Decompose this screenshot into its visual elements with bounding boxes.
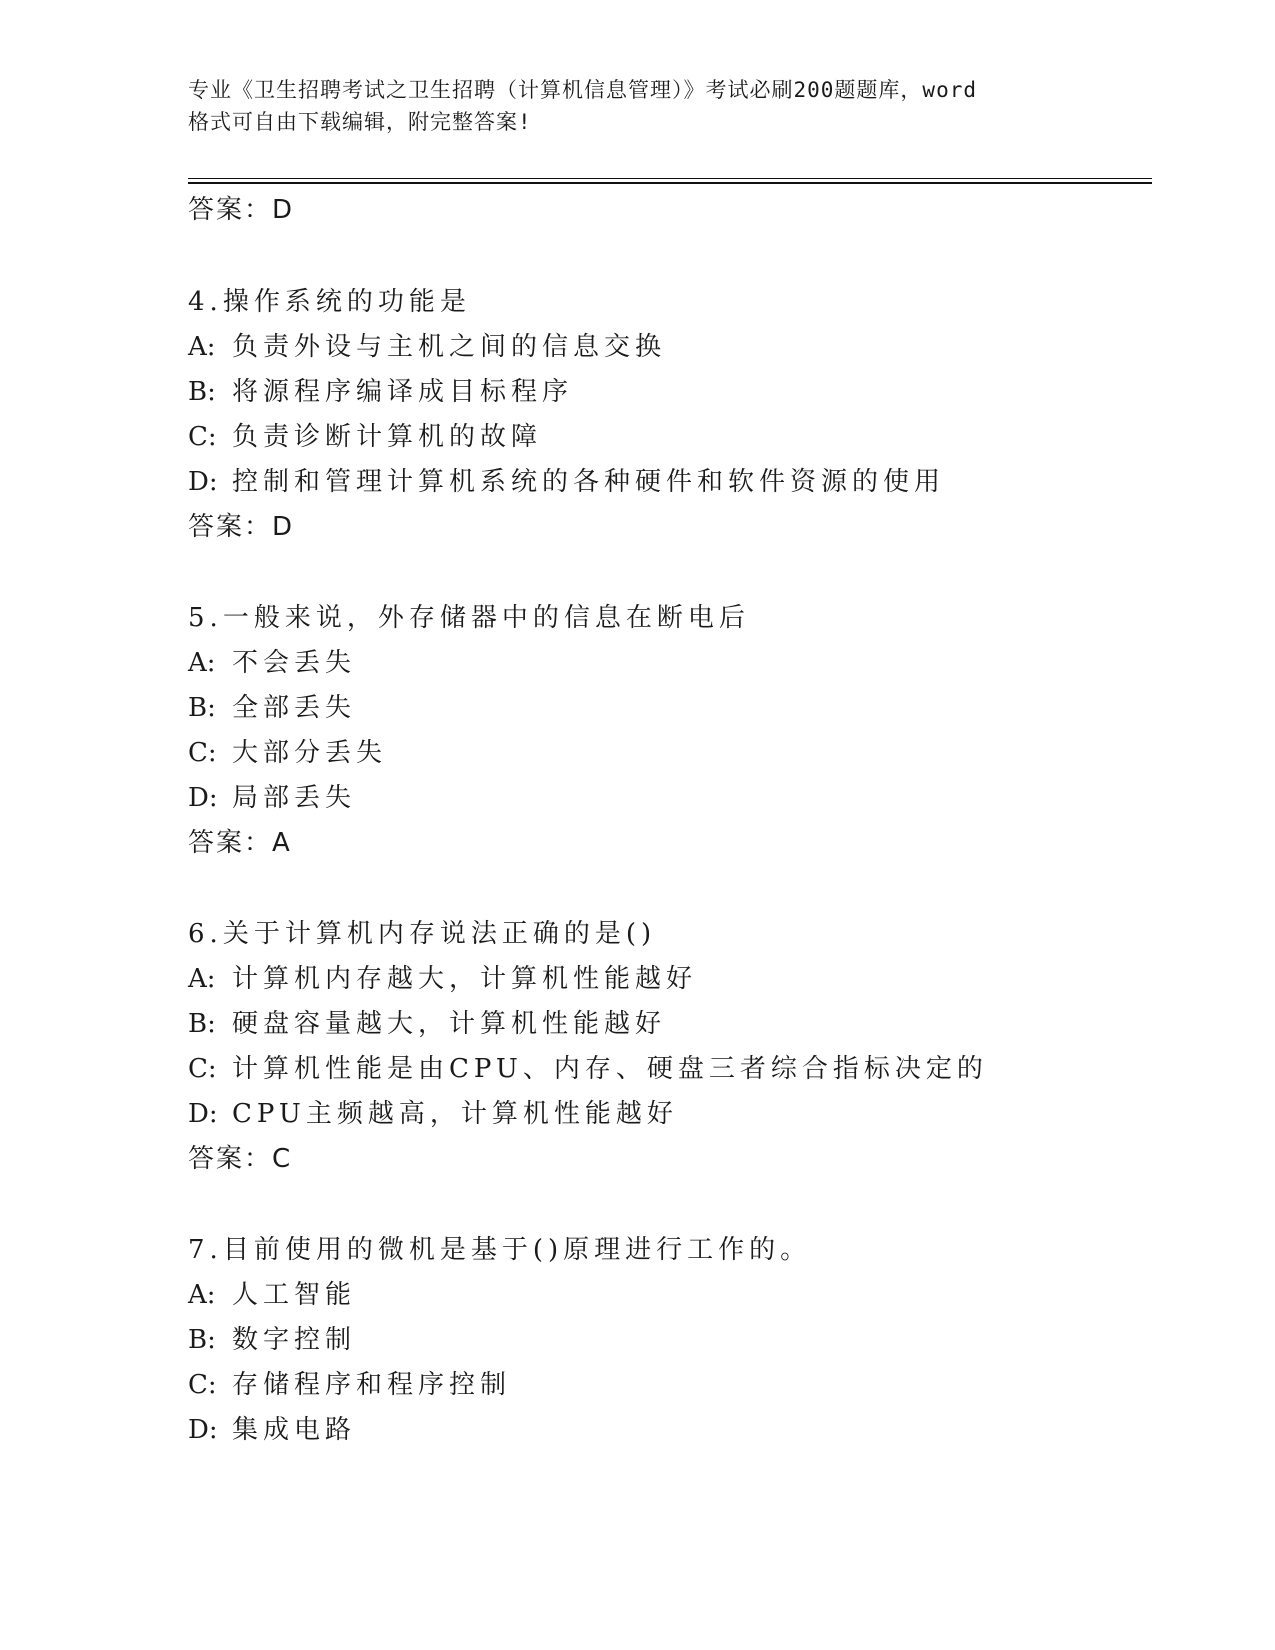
question-stem	[188, 1228, 1152, 1273]
option-b	[188, 686, 1152, 731]
option-key: A:	[188, 1280, 216, 1310]
question-block-5	[188, 596, 1152, 866]
answer-line-q4	[188, 505, 1152, 550]
option-key: C:	[188, 422, 217, 452]
question-number: 6.	[188, 919, 223, 949]
header-rule-thick	[188, 182, 1152, 184]
question-text: 操作系统的功能是	[222, 287, 471, 317]
option-key: B:	[188, 1009, 216, 1039]
option-text: 硬盘容量越大，计算机性能越好	[232, 1009, 667, 1039]
option-b	[188, 1318, 1152, 1363]
option-key: D:	[188, 1415, 218, 1445]
option-a	[188, 957, 1152, 1002]
option-key: C:	[188, 1370, 217, 1400]
question-block-6	[188, 912, 1152, 1182]
option-key: A:	[188, 648, 216, 678]
option-key: B:	[188, 377, 216, 407]
option-c	[188, 1363, 1152, 1408]
option-key: A:	[188, 332, 216, 362]
document-body	[188, 188, 1152, 1453]
option-key: B:	[188, 693, 216, 723]
option-a	[188, 325, 1152, 370]
option-text: 人工智能	[232, 1280, 357, 1310]
option-text: 全部丢失	[232, 693, 357, 723]
option-text: 集成电路	[232, 1415, 357, 1445]
option-text: CPU主频越高，计算机性能越好	[232, 1099, 678, 1129]
option-text: 不会丢失	[232, 648, 357, 678]
question-number: 4.	[188, 287, 223, 317]
question-text: 一般来说，外存储器中的信息在断电后	[222, 603, 750, 633]
question-stem	[188, 280, 1152, 325]
question-block-4	[188, 280, 1152, 550]
option-text: 存储程序和程序控制	[232, 1370, 512, 1400]
answer-label: 答案：	[188, 195, 273, 225]
question-number: 5.	[188, 603, 223, 633]
option-key: D:	[188, 1099, 218, 1129]
option-text: 局部丢失	[232, 783, 357, 813]
option-b	[188, 1002, 1152, 1047]
option-d	[188, 460, 1152, 505]
question-number: 7.	[188, 1235, 223, 1265]
option-d	[188, 1092, 1152, 1137]
option-key: D:	[188, 467, 218, 497]
answer-label: 答案：	[188, 828, 273, 858]
option-text: 将源程序编译成目标程序	[232, 377, 574, 407]
header-rule-thin	[188, 178, 1152, 179]
option-b	[188, 370, 1152, 415]
option-c	[188, 415, 1152, 460]
option-a	[188, 1273, 1152, 1318]
header-title-line-2: 格式可自由下载编辑，附完整答案!	[188, 110, 532, 134]
answer-label: 答案：	[188, 1144, 273, 1174]
option-d	[188, 776, 1152, 821]
option-text: 计算机内存越大，计算机性能越好	[232, 964, 698, 994]
option-text: 数字控制	[232, 1325, 357, 1355]
answer-label: 答案：	[188, 512, 273, 542]
option-a	[188, 641, 1152, 686]
header-title-line-1: 专业《卫生招聘考试之卫生招聘（计算机信息管理）》考试必刷200题题库，word	[188, 78, 977, 102]
answer-line-q3	[188, 188, 1152, 233]
option-c	[188, 731, 1152, 776]
option-key: C:	[188, 738, 217, 768]
document-header	[188, 74, 1108, 138]
option-key: A:	[188, 964, 216, 994]
question-block-7	[188, 1228, 1152, 1453]
option-text: 控制和管理计算机系统的各种硬件和软件资源的使用	[232, 467, 946, 497]
option-text: 计算机性能是由CPU、内存、硬盘三者综合指标决定的	[232, 1054, 988, 1084]
answer-value: D	[272, 195, 294, 225]
question-text: 目前使用的微机是基于()原理进行工作的。	[222, 1235, 812, 1265]
option-text: 大部分丢失	[232, 738, 388, 768]
question-stem	[188, 596, 1152, 641]
option-text: 负责诊断计算机的故障	[232, 422, 543, 452]
option-key: C:	[188, 1054, 217, 1084]
option-text: 负责外设与主机之间的信息交换	[232, 332, 667, 362]
option-c	[188, 1047, 1152, 1092]
answer-value: C	[272, 1144, 292, 1174]
answer-line-q5	[188, 821, 1152, 866]
option-key: D:	[188, 783, 218, 813]
option-d	[188, 1408, 1152, 1453]
answer-value: A	[272, 828, 291, 858]
answer-line-q6	[188, 1137, 1152, 1182]
question-stem	[188, 912, 1152, 957]
option-key: B:	[188, 1325, 216, 1355]
question-text: 关于计算机内存说法正确的是()	[222, 919, 657, 949]
answer-value: D	[272, 512, 294, 542]
